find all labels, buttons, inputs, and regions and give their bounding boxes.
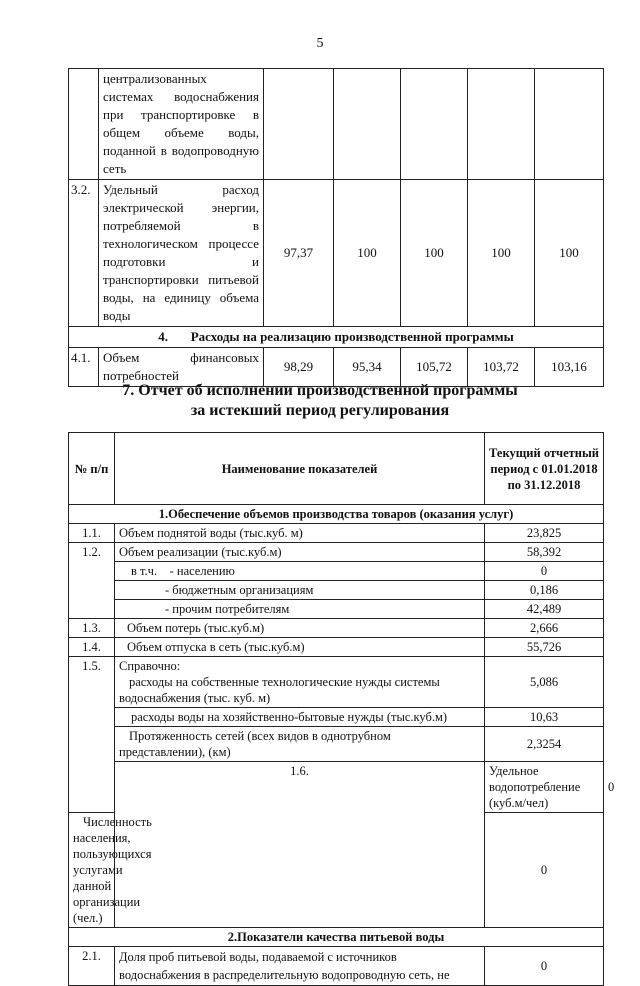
- section-row: [69, 327, 604, 348]
- text-line: системах водоснабжения: [103, 89, 259, 104]
- report-title-line: за истекший период регулирования: [190, 402, 450, 419]
- row-value: 2,666: [485, 619, 604, 638]
- value-cell: 103,72: [468, 348, 535, 387]
- row-index: 1.2.: [69, 543, 115, 619]
- row-name: расходы воды на хозяйственно-бытовые нужды (тыс.куб.м): [115, 708, 485, 727]
- value-cell: 97,37: [264, 180, 334, 327]
- row-name: Объем реализации (тыс.куб.м): [115, 543, 485, 562]
- table-row: [69, 180, 604, 327]
- row-value: 2,3254: [485, 727, 604, 762]
- row-name: - бюджетным организациям: [115, 581, 485, 600]
- row-description: [99, 69, 264, 180]
- row-value: 58,392: [485, 543, 604, 562]
- row-value: 0,186: [485, 581, 604, 600]
- value-cell: 105,72: [401, 348, 468, 387]
- indicators-table-continued: [68, 68, 604, 387]
- header-period: Текущий отчетный период с 01.01.2018 по 31.12.2018: [485, 433, 604, 505]
- table-row: [69, 619, 604, 638]
- row-value: 23,825: [485, 524, 604, 543]
- value-cell: 100: [468, 180, 535, 327]
- table-row: [69, 581, 604, 600]
- reference-label: Справочно:: [119, 659, 181, 673]
- row-name: - прочим потребителям: [115, 600, 485, 619]
- row-value: 5,086: [485, 657, 604, 708]
- header-row: [69, 433, 604, 505]
- section-row: [69, 928, 604, 947]
- text-line: Объем финансовых: [103, 350, 259, 365]
- row-index: 1.1.: [69, 524, 115, 543]
- text-line: технологическом процессе: [103, 236, 259, 251]
- page-number: 5: [316, 36, 324, 51]
- text-line: общем объеме воды,: [103, 125, 259, 140]
- row-index: 3.2.: [69, 180, 99, 327]
- text-line: централизованных: [103, 71, 207, 86]
- text-line: потребляемой в: [103, 218, 259, 233]
- text-line: транспортировки питьевой: [103, 272, 259, 287]
- row-value: 10,63: [485, 708, 604, 727]
- report-title-line: 7. Отчет об исполнении производственной программы: [122, 382, 518, 399]
- table-row: [69, 727, 604, 762]
- table-row: [69, 543, 604, 562]
- row-name: Численность населения, пользующихся услугами данной организации (чел.): [69, 813, 115, 928]
- row-value: 55,726: [485, 638, 604, 657]
- section-row: [69, 505, 604, 524]
- row-name: [115, 657, 485, 708]
- table-row: [69, 524, 604, 543]
- table-row: [69, 562, 604, 581]
- value-cell: 95,34: [334, 348, 401, 387]
- row-index: 4.1.: [69, 348, 99, 387]
- table-row: [69, 69, 604, 180]
- table-row: [69, 708, 604, 727]
- row-description: [99, 180, 264, 327]
- text-line: электрической энергии,: [103, 200, 259, 215]
- row-value: 42,489: [485, 600, 604, 619]
- table-row: [69, 638, 604, 657]
- section-heading: 2.Показатели качества питьевой воды: [69, 928, 604, 947]
- header-num: № п/п: [69, 433, 115, 505]
- value-cell: 103,16: [535, 348, 604, 387]
- text-line: подготовки и: [103, 254, 259, 269]
- row-index: 2.1.: [69, 947, 115, 986]
- text-line: воды: [103, 308, 131, 323]
- row-name: Доля проб питьевой воды, подаваемой с источников водоснабжения в распределительную водопроводную сеть, не: [115, 947, 485, 986]
- value-cell: 98,29: [264, 348, 334, 387]
- table-row: 1.6. Удельное водопотребление (куб.м/чел) 0: [69, 762, 604, 813]
- value-cell: 100: [401, 180, 468, 327]
- row-index: 1.5.: [69, 657, 115, 813]
- report-title: [0, 381, 640, 421]
- row-value: 0: [485, 562, 604, 581]
- row-value: 0: [485, 813, 604, 928]
- row-index: [69, 69, 99, 180]
- row-name: Объем отпуска в сеть (тыс.куб.м): [115, 638, 485, 657]
- table-row: [69, 600, 604, 619]
- text-line: воды, на единицу объема: [103, 290, 259, 305]
- row-name: Протяженность сетей (всех видов в однотрубном представлении), (км): [115, 727, 485, 762]
- value-cell: 100: [535, 180, 604, 327]
- section-heading: 4. Расходы на реализацию производственной программы: [69, 327, 604, 348]
- text-line: Удельный расход: [103, 182, 259, 197]
- row-name: Объем поднятой воды (тыс.куб. м): [115, 524, 485, 543]
- text-line: потребностей: [103, 368, 179, 383]
- row-name: Объем потерь (тыс.куб.м): [115, 619, 485, 638]
- value-cell: 100: [334, 180, 401, 327]
- table-row: [69, 657, 604, 708]
- row-name: Удельное водопотребление (куб.м/чел): [485, 762, 604, 813]
- text-line: при транспортировке в: [103, 107, 259, 122]
- row-index: 1.6.: [115, 762, 485, 928]
- table-row: [69, 947, 604, 986]
- header-name: Наименование показателей: [115, 433, 485, 505]
- text-line: поданной в водопроводную: [103, 143, 259, 158]
- row-value: 0: [485, 947, 604, 986]
- text-line: сеть: [103, 161, 127, 176]
- row-index: 1.4.: [69, 638, 115, 657]
- section-heading: 1.Обеспечение объемов производства товаров (оказания услуг): [69, 505, 604, 524]
- row-index: 1.3.: [69, 619, 115, 638]
- report-table: [68, 432, 615, 986]
- reference-text: расходы на собственные технологические нужды системы водоснабжения (тыс. куб. м): [119, 675, 440, 705]
- row-name: в т.ч. - населению: [115, 562, 485, 581]
